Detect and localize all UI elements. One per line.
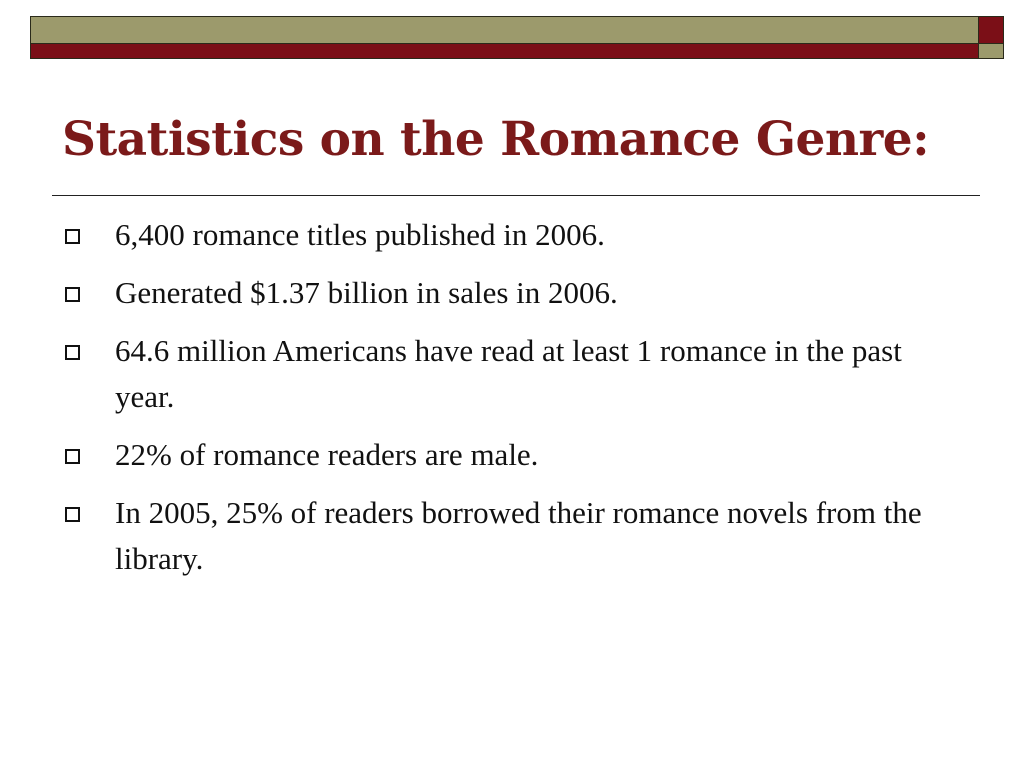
title-divider: [52, 195, 980, 196]
bullet-item: [65, 270, 965, 316]
bullet-text: 22% of romance readers are male.: [115, 437, 539, 472]
bullet-item: [65, 212, 965, 258]
hollow-square-bullet-icon: [65, 449, 80, 464]
hollow-square-bullet-icon: [65, 287, 80, 302]
hollow-square-bullet-icon: [65, 507, 80, 522]
bullet-list: [65, 212, 965, 594]
bullet-text: 64.6 million Americans have read at least 1 romance in the past year.: [115, 333, 902, 414]
bullet-text: 6,400 romance titles published in 2006.: [115, 217, 605, 252]
hollow-square-bullet-icon: [65, 229, 80, 244]
bullet-item: [65, 328, 965, 420]
corner-maroon-square: [979, 17, 1003, 43]
header-band-olive-stripe: [31, 17, 978, 43]
hollow-square-bullet-icon: [65, 345, 80, 360]
header-band-maroon-stripe: [31, 43, 978, 59]
corner-olive-square: [979, 43, 1003, 59]
bullet-item: [65, 432, 965, 478]
bullet-text: In 2005, 25% of readers borrowed their romance novels from the library.: [115, 495, 922, 576]
bullet-item: [65, 490, 965, 582]
header-corner-block: [978, 16, 1004, 59]
slide-title: Statistics on the Romance Genre:: [62, 112, 930, 167]
bullet-text: Generated $1.37 billion in sales in 2006.: [115, 275, 618, 310]
header-band: [30, 16, 979, 59]
